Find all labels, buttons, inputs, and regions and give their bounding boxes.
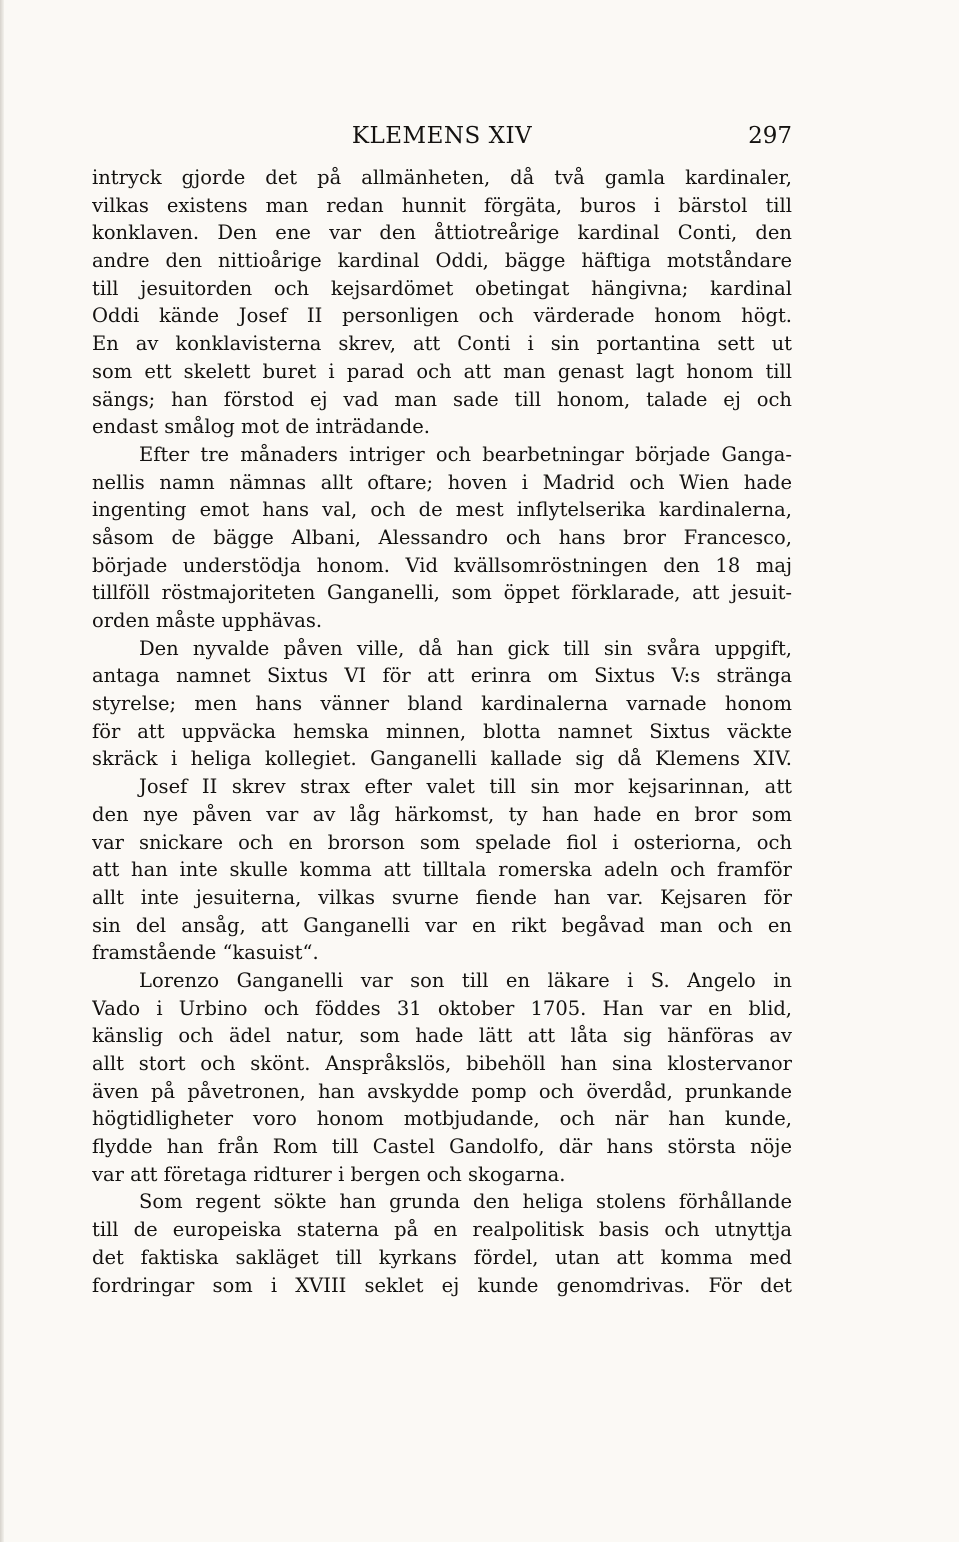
text-line: Som regent sökte han grunda den heliga stolens förhållande [139, 1190, 792, 1214]
text-line: det faktiska sakläget till kyrkans fördel, utan att komma med [92, 1245, 792, 1269]
text-line: sin del ansåg, att Ganganelli var en rikt begåvad man och en [92, 913, 792, 937]
text-line: att han inte skulle komma att tilltala romerska adeln och framför [92, 858, 792, 882]
text-line: ingenting emot hans val, och de mest inflytelserika kardinalerna, [92, 498, 792, 522]
page-edge-shadow [0, 0, 4, 1542]
text-line: sängs; han förstod ej vad man sade till honom, talade ej och [92, 387, 792, 411]
text-line: antaga namnet Sixtus VI för att erinra om Sixtus V:s stränga [92, 664, 792, 688]
page-header [92, 118, 792, 154]
text-line: började understödja honom. Vid kvällsomröstningen den 18 maj [92, 553, 792, 577]
text-line: tillföll röstmajoriteten Ganganelli, som öppet förklarade, att jesuit- [92, 581, 792, 605]
text-line: En av konklavisterna skrev, att Conti i sin portantina sett ut [92, 332, 792, 356]
text-line: högtidligheter voro honom motbjudande, och när han kunde, [92, 1107, 792, 1131]
text-line: var att företaga ridturer i bergen och skogarna. [92, 1162, 566, 1186]
body-text [92, 164, 792, 1299]
text-line: endast smålog mot de inträdande. [92, 415, 430, 439]
text-line: allt inte jesuiterna, vilkas svurne fiende han var. Kejsaren för [92, 885, 792, 909]
text-line: intryck gjorde det på allmänheten, då två gamla kardinaler, [92, 166, 792, 189]
text-line: framstående “kasuist“. [92, 941, 319, 965]
text-line: allt stort och skönt. Anspråkslös, bibehöll han sina klostervanor [92, 1052, 792, 1075]
text-line: skräck i heliga kollegiet. Ganganelli kallade sig då Klemens XIV. [92, 747, 792, 771]
text-line: Den nyvalde påven ville, då han gick till sin svåra uppgift, [139, 636, 792, 660]
text-line: nellis namn nämnas allt oftare; hoven i Madrid och Wien hade [92, 470, 792, 494]
text-line: känslig och ädel natur, som hade lätt att låta sig hänföras av [92, 1024, 792, 1048]
text-line: även på påvetronen, han avskydde pomp och överdåd, prunkande [92, 1079, 792, 1103]
text-line: Lorenzo Ganganelli var son till en läkare i S. Angelo in [139, 968, 792, 992]
text-line: såsom de bägge Albani, Alessandro och hans bror Francesco, [92, 525, 792, 549]
text-line: orden måste upphävas. [92, 609, 323, 632]
text-line: vilkas existens man redan hunnit förgäta, buros i bärstol till [92, 193, 792, 217]
text-line: som ett skelett buret i parad och att man genast lagt honom till [92, 359, 792, 383]
text-line: var snickare och en brorson som spelade fiol i osteriorna, och [92, 830, 792, 854]
text-line: andre den nittioårige kardinal Oddi, bägge häftiga motståndare [92, 249, 792, 273]
text-line: Vado i Urbino och föddes 31 oktober 1705. Han var en blid, [92, 996, 792, 1020]
text-line: Oddi kände Josef II personligen och värderade honom högt. [92, 304, 792, 328]
text-line: Efter tre månaders intriger och bearbetningar började Ganga- [139, 442, 792, 466]
text-line: för att uppväcka hemska minnen, blotta namnet Sixtus väckte [92, 719, 792, 743]
text-line: konklaven. Den ene var den åttiotreårige kardinal Conti, den [92, 221, 792, 245]
running-title: KLEMENS XIV [351, 123, 533, 149]
text-line: styrelse; men hans vänner bland kardinalerna varnade honom [92, 692, 792, 716]
page-number: 297 [748, 123, 792, 149]
text-line: till de europeiska staterna på en realpolitisk basis och utnyttja [92, 1218, 792, 1242]
text-line: Josef II skrev strax efter valet till sin mor kejsarinnan, att [139, 775, 792, 799]
text-line: den nye påven var av låg härkomst, ty han hade en bror som [92, 802, 792, 826]
text-line: fordringar som i XVIII seklet ej kunde genomdrivas. För det [92, 1273, 792, 1297]
text-line: till jesuitorden och kejsardömet obetingat hängivna; kardinal [92, 276, 792, 300]
text-line: flydde han från Rom till Castel Gandolfo, där hans största nöje [92, 1135, 792, 1159]
